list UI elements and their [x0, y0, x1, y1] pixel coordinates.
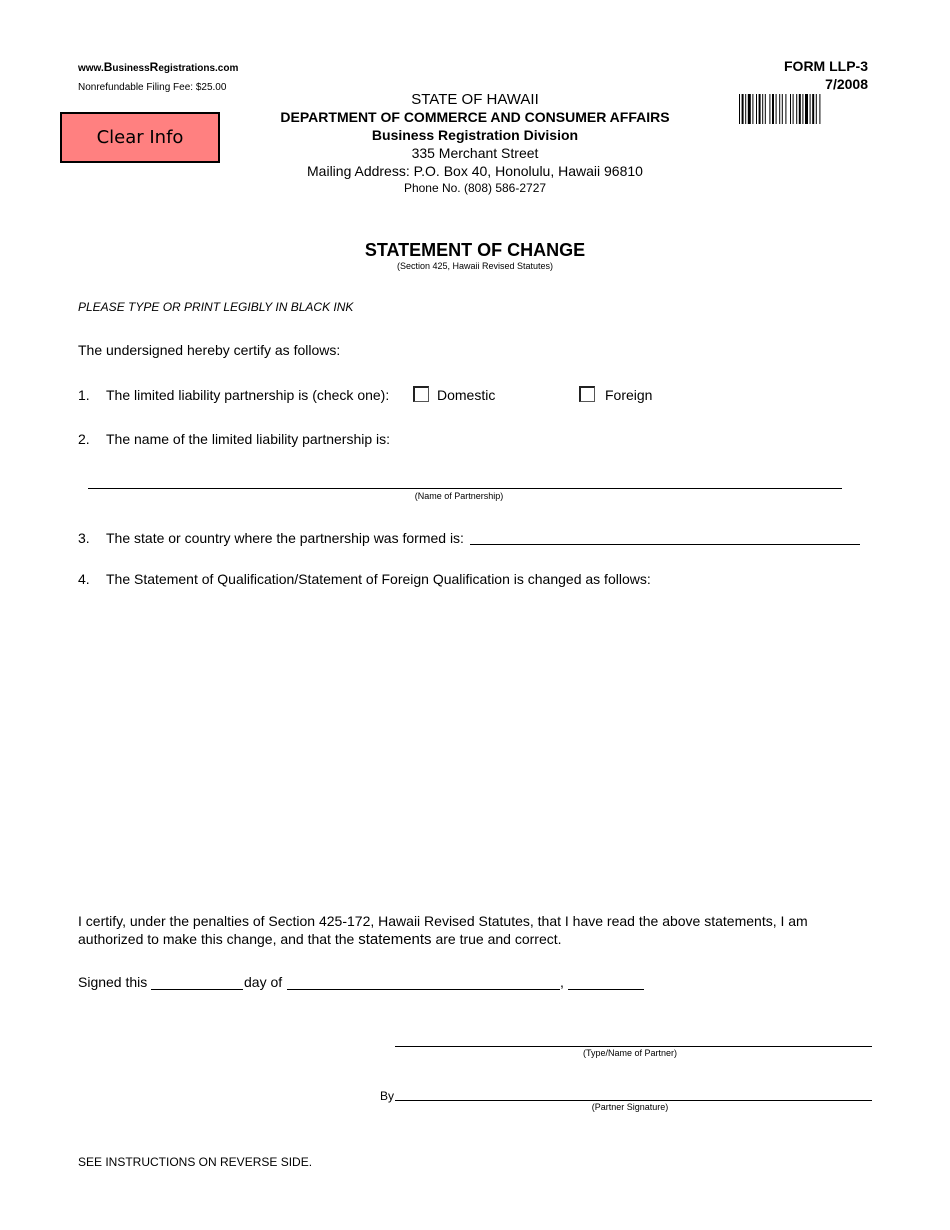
certification-line-1: I certify, under the penalties of Section 425-172, Hawaii Revised Statutes, that I have read the above statements, I am [78, 913, 808, 929]
q4-text: The Statement of Qualification/Statement of Foreign Qualification is changed as follows: [106, 571, 651, 587]
q2-text: The name of the limited liability partnership is: [106, 431, 391, 447]
header-state: STATE OF HAWAII [411, 91, 539, 108]
header-street: 335 Merchant Street [411, 145, 539, 161]
q3-text: The state or country where the partnership was formed is: [106, 530, 464, 546]
form-date: 7/2008 [825, 76, 868, 92]
comma-separator: , [560, 974, 564, 990]
footer-instructions: SEE INSTRUCTIONS ON REVERSE SIDE. [78, 1155, 313, 1169]
ink-instructions: PLEASE TYPE OR PRINT LEGIBLY IN BLACK INK [78, 300, 354, 314]
q3-number: 3. [78, 530, 90, 546]
q1-number: 1. [78, 387, 90, 403]
domestic-label: Domestic [437, 387, 496, 403]
filing-fee: Nonrefundable Filing Fee: $25.00 [78, 82, 227, 93]
day-of-label: day of [244, 974, 283, 990]
signed-day-field[interactable] [151, 989, 243, 990]
partner-signature-field[interactable] [395, 1100, 872, 1101]
foreign-checkbox[interactable] [579, 386, 595, 402]
foreign-label: Foreign [605, 387, 653, 403]
form-number: FORM LLP-3 [784, 58, 868, 74]
formation-state-field[interactable] [470, 544, 860, 545]
changes-text-area[interactable] [78, 595, 868, 895]
partner-name-caption: (Type/Name of Partner) [582, 1048, 678, 1058]
certification-line-2: authorized to make this change, and that the statements are true and correct. [78, 931, 562, 948]
header-division: Business Registration Division [371, 127, 579, 143]
q1-text: The limited liability partnership is (check one): [106, 387, 390, 403]
signed-this-label: Signed this [78, 974, 148, 990]
form-subtitle: (Section 425, Hawaii Revised Statutes) [396, 261, 554, 271]
partner-name-field[interactable] [395, 1046, 872, 1047]
header-department: DEPARTMENT OF COMMERCE AND CONSUMER AFFAIRS [280, 109, 670, 125]
barcode-image [739, 94, 877, 124]
partnership-name-field[interactable] [88, 488, 842, 489]
by-label: By [380, 1089, 395, 1103]
clear-info-button[interactable]: Clear Info [60, 112, 220, 163]
certification-statement [78, 912, 858, 949]
certify-intro: The undersigned hereby certify as follows: [78, 342, 341, 358]
signed-year-field[interactable] [568, 989, 644, 990]
domestic-checkbox[interactable] [413, 386, 429, 402]
form-number-block [760, 57, 868, 93]
partner-signature-caption: (Partner Signature) [591, 1102, 669, 1112]
q2-number: 2. [78, 431, 90, 447]
q4-number: 4. [78, 571, 90, 587]
website-url: www.BusinessRegistrations.com [78, 60, 239, 74]
signed-month-field[interactable] [287, 989, 560, 990]
form-title: STATEMENT OF CHANGE [364, 240, 586, 260]
partnership-name-caption: (Name of Partnership) [414, 491, 504, 501]
header-phone: Phone No. (808) 586-2727 [403, 181, 547, 195]
header-mailing-address: Mailing Address: P.O. Box 40, Honolulu, Hawaii 96810 [307, 163, 643, 179]
